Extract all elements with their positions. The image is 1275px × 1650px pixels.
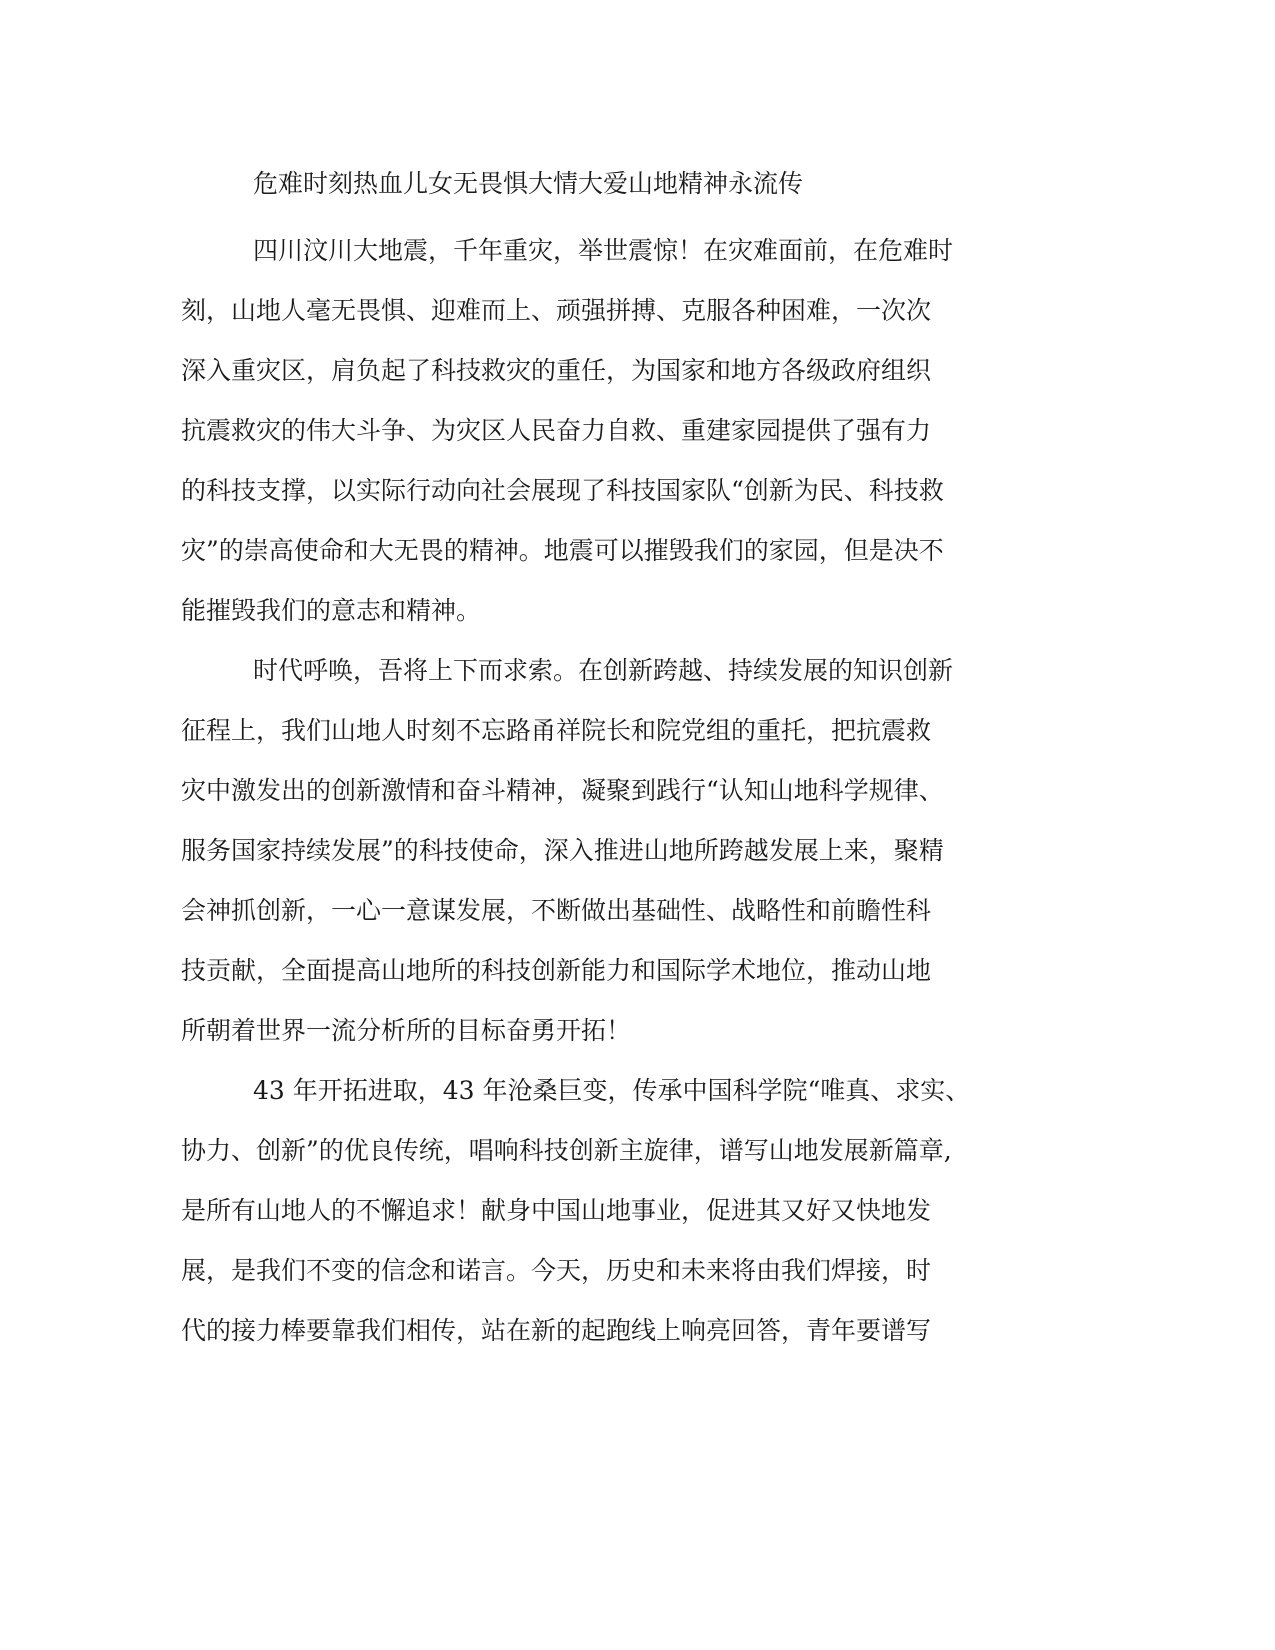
paragraph-line: 灾中激发出的创新激情和奋斗精神，凝聚到践行“认知山地科学规律、 [181,776,944,805]
paragraph-line: 会神抓创新，一心一意谋发展，不断做出基础性、战略性和前瞻性科 [181,896,932,925]
paragraph-line: 刻，山地人毫无畏惧、迎难而上、顽强拼搏、克服各种困难，一次次 [181,296,932,325]
paragraph-1 [181,221,1041,641]
paragraph-line: 能摧毁我们的意志和精神。 [181,596,482,625]
paragraph-3 [181,1061,1041,1361]
paragraph-line: 技贡献，全面提高山地所的科技创新能力和国际学术地位，推动山地 [181,956,932,985]
paragraph-line: 深入重灾区，肩负起了科技救灾的重任，为国家和地方各级政府组织 [181,356,932,385]
paragraph-line: 灾”的崇高使命和大无畏的精神。地震可以摧毁我们的家园，但是决不 [181,536,944,565]
paragraph-line: 是所有山地人的不懈追求！献身中国山地事业，促进其又好又快地发 [181,1196,932,1225]
paragraph-line: 代的接力棒要靠我们相传，站在新的起跑线上响亮回答，青年要谱写 [181,1316,932,1345]
paragraph-line: 服务国家持续发展”的科技使命，深入推进山地所跨越发展上来，聚精 [181,836,944,865]
paragraph-line: 所朝着世界一流分析所的目标奋勇开拓！ [181,1016,632,1045]
document-title: 危难时刻热血儿女无畏惧大情大爱山地精神永流传 [253,169,804,198]
paragraph-line: 展，是我们不变的信念和诺言。今天，历史和未来将由我们焊接，时 [181,1256,932,1285]
paragraph-line: 时代呼唤，吾将上下而求索。在创新跨越、持续发展的知识创新 [253,656,954,685]
document-body [181,221,1041,1361]
paragraph-line: 四川汶川大地震，千年重灾，举世震惊！在灾难面前，在危难时 [253,236,954,265]
paragraph-line: 征程上，我们山地人时刻不忘路甬祥院长和院党组的重托，把抗震救 [181,716,932,745]
paragraph-line: 的科技支撑，以实际行动向社会展现了科技国家队“创新为民、科技救 [181,476,944,505]
paragraph-line: 抗震救灾的伟大斗争、为灾区人民奋力自救、重建家园提供了强有力 [181,416,932,445]
paragraph-line: 协力、创新”的优良传统，唱响科技创新主旋律，谱写山地发展新篇章, [181,1136,952,1165]
paragraph-line: 43 年开拓进取，43 年沧桑巨变，传承中国科学院“唯真、求实、 [253,1076,971,1105]
paragraph-2 [181,641,1041,1061]
